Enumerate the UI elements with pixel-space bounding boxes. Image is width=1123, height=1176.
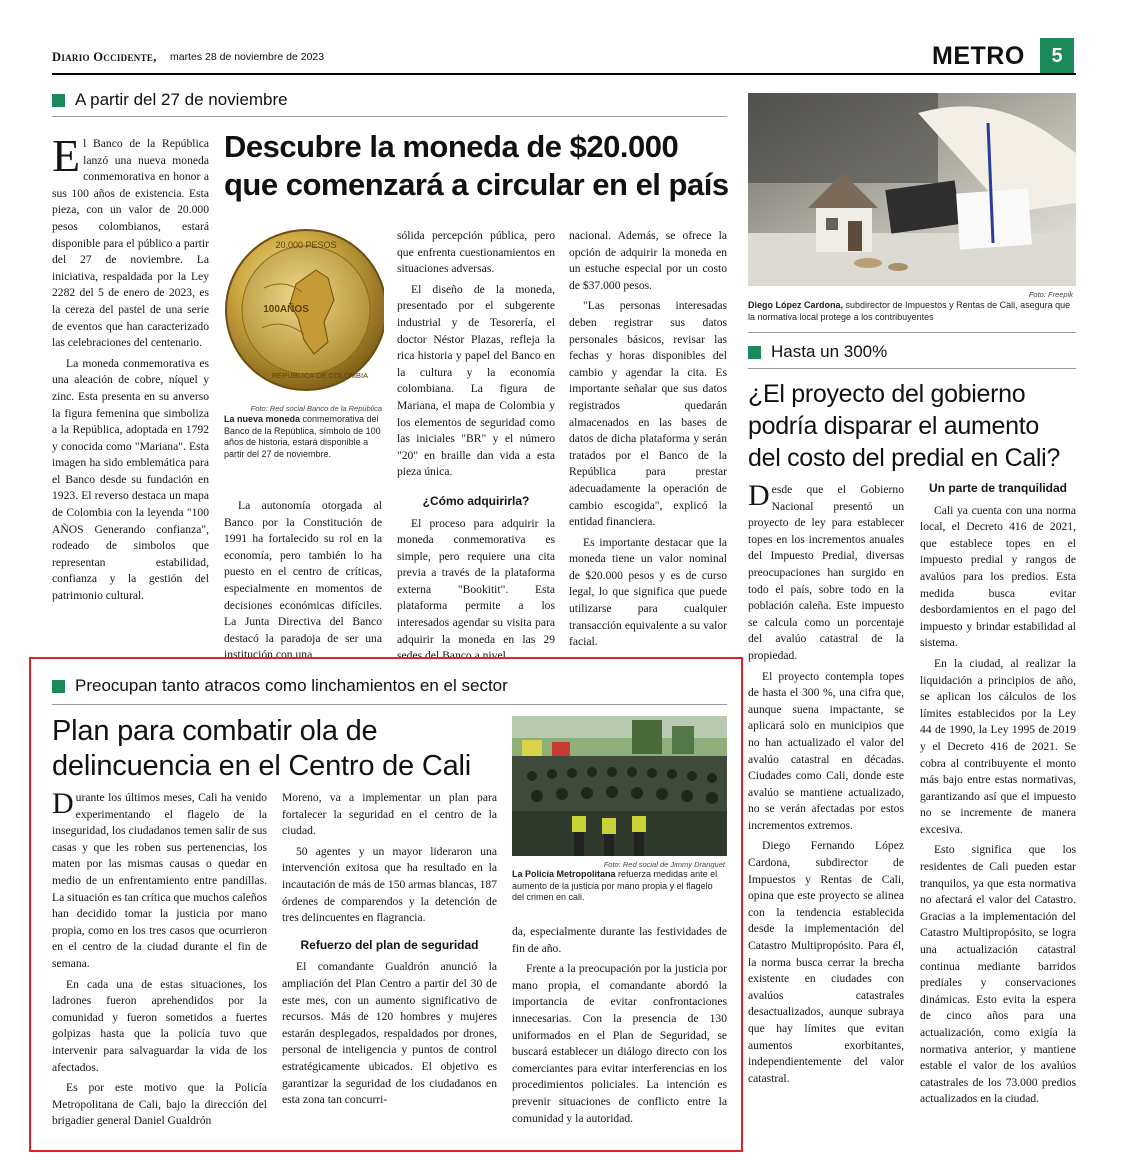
coin-col3-p2: El diseño de la moneda, presentado por el subgerente industrial y de Tesorería, el doctor Néstor Plazas, refleja la rica historia y papel del Banco en la cultura y la economía colombiana. La figura de Mariana, el mapa de Colombia y los elementos de seguridad como las iniciales "BR" y el número "20" en braille dan vida a esta pieza única. xyxy=(397,282,555,479)
coin-headline: Descubre la moneda de $20.000 que comenzará a circular en el país xyxy=(224,129,729,202)
predial-col2-p2: En la ciudad, al realizar la liquidación a principios de año, se aplican los cálculos de los límites establecidos por la Ley 44 de 1990, la Ley 1995 de 2019 y el Decreto 416 de 2021. Se cobra al contribuyente el monto más bajo entre estas normativas, garantizando así que el impuesto no se incremente de manera excesiva. xyxy=(920,656,1076,836)
security-caption-bold: La Policía Metropolitana xyxy=(512,869,616,879)
security-headline: Plan para combatir ola de delincuencia en el Centro de Cali xyxy=(52,715,471,782)
security-col1-p1: urante los últimos meses, Cali ha venido experimentando el flagelo de la inseguridad, los ciudadanos temen salir de sus casas y que les roben sus pertenencias, los maten por las mismas causas o quedar en medio de un enfrentamiento entre pandillas. La situación es tan crítica que muchos caleños han decidido tomar la justicia por mano propia, como en los tres casos que ocurrieron en el centro de la ciudad durante el fin de semana. xyxy=(52,791,267,970)
coin-col-2 xyxy=(224,498,382,666)
coin-text-top: 20.000 PESOS xyxy=(275,240,337,250)
coin-col-1 xyxy=(52,130,209,609)
page-number: 5 xyxy=(1040,38,1074,74)
predial-kicker-rule xyxy=(748,368,1076,369)
coin-kicker-rule xyxy=(52,116,727,117)
coin-kicker-text: A partir del 27 de noviembre xyxy=(75,90,288,109)
security-caption xyxy=(512,869,727,904)
predial-photo xyxy=(748,93,1076,286)
predial-col2-p3: Esto significa que los residentes de Cali pueden estar tranquilos, ya que esta normativa no afectará el valor del Catastro. Gracias a la implementación del Catastro Multipropósito, se logra una actualización catastral continua mediante barridos prediales y conservaciones dinámicas. Esto evita la espera de cinco años para una actualización, como exigía la normativa anterior, y mantiene estable el valor de los avalúos catastrales de los 73.000 predios actualizados en la ciudad. xyxy=(920,843,1076,1106)
predial-kicker xyxy=(748,342,887,362)
security-col2-p3: El comandante Gualdrón anunció la ampliación del Plan Centro a partir del 30 de este mes, con un aumento significativo de recursos. Más de 120 hombres y mujeres estarán desplegados, respaldados por drones, personal de inteligencia y puntos de control estratégicamente ubicados. El objetivo es garantizar la seguridad de los ciudadanos en esta zona tan concurri- xyxy=(282,960,497,1107)
coin-subhead: ¿Cómo adquirirla? xyxy=(422,493,530,508)
header-rule xyxy=(52,73,1076,75)
coin-col4-p1: nacional. Además, se ofrece la opción de adquirir la moneda en un estuche especial por un costo de $37.000 pesos. xyxy=(569,229,727,292)
security-dropcap: D xyxy=(52,790,74,820)
predial-col1-p3: Diego Fernando López Cardona, subdirector de Impuestos y Rentas de Cali, opina que este proyecto se alinea con la tendencia establecida desde la implementación del Catastro Multipropósito. Para él, la norma busca cerrar la brecha existente en ciudades con avalúos catastrales desactualizados, aunque subraya que hay límites que evitan aumentos exorbitantes, independientemente del valor catastral. xyxy=(748,839,904,1085)
coin-image xyxy=(224,218,384,403)
security-col-2 xyxy=(282,790,497,1136)
police-parade-image xyxy=(512,716,727,856)
security-col2-p1: Moreno, va a implementar un plan para fortalecer la seguridad en el centro de la ciudad. xyxy=(282,791,497,838)
predial-col1-p2: El proyecto contempla topes de hasta el 300 %, una cifra que, aunque suena impactante, se aplicará solo en municipios que no han actualizado el valor del avalúo catastral en décadas. Ciudades como Cali, donde este avalúo se mantiene actualizado, no se verán afectadas por estos incrementos extremos. xyxy=(748,669,904,832)
security-col1-p2: En cada una de estas situaciones, los ladrones fueron aprehendidos por la comunidad y fueron sometidos a fuertes golpizas hasta que la policía tuvo que intervenir para salvaguardar la vida de los afectados. xyxy=(52,977,267,1074)
predial-caption-bold: Diego López Cardona, xyxy=(748,300,844,310)
predial-subhead: Un parte de tranquilidad xyxy=(928,481,1067,495)
security-kicker xyxy=(52,676,508,696)
predial-dropcap: D xyxy=(748,482,770,512)
coin-caption-rest: conmemorativa del Banco de la República, símbolo de 100 años de historia, estará disponible a partir del 27 de noviembre. xyxy=(224,414,381,459)
predial-caption-rest: subdirector de Impuestos y Rentas de Cali, asegura que la normativa local protege a los contribuyentes xyxy=(748,300,1071,322)
coin-col4-p3: Es importante destacar que la moneda tiene un valor nominal de $20.000 pesos y es de curso legal, lo que significa que puede utilizarse para cualquier transacción equivalente a su valor facial. xyxy=(569,535,727,649)
predial-col1-p1: esde que el Gobierno Nacional presentó un proyecto de ley para establecer topes en los incrementos anuales del Impuesto Predial, diversas preocupaciones han surgido en todo el país, sobre todo en la población caleña. Este impuesto se calcula como un porcentaje del avalúo catastral de la propiedad. xyxy=(748,483,904,662)
house-calculator-image xyxy=(748,93,1076,286)
coin-text-bottom: REPUBLICA DE COLOMBIA xyxy=(271,371,369,380)
coin-col4-p2: "Las personas interesadas deben registrar sus datos personales básicos, revisar las fechas y horas disponibles del cambio y agendar la cita. Es importante señalar que sus datos registrados quedarán almacenados en las bases de datos de dicha plataforma y serán tratados por el Banco de la República para prestar adecuadamente la operación de cambio escogida", explicó la entidad financiera. xyxy=(569,299,727,529)
masthead-title: Diario Occidente, xyxy=(52,50,157,64)
kicker-square-icon xyxy=(52,680,65,693)
security-photo-credit: Foto: Red social de Jimmy Dranguet xyxy=(603,860,725,869)
section-title: METRO xyxy=(932,42,1025,70)
coin-col1-p1: l Banco de la República lanzó una nueva moneda conmemorativa en honor a sus 100 años de existencia. Esta pieza, con un valor de 20.000 pesos colombianos, estará disponible para el público a partir del 27 de noviembre. La iniciativa, respaldada por la Ley 2282 del 5 de enero de 2023, es la cereza del pastel de una serie de eventos que han caracterizado las celebraciones del centenario. xyxy=(52,137,209,350)
coin-col3-p3: El proceso para adquirir la moneda conmemorativa es simple, pero requiere una cita previa a través de la plataforma externa "Bookitit". Esta plataforma permite a los interesados agendar su visita para adquirir la moneda en las 29 sedes del Banco a nivel xyxy=(397,516,555,663)
security-col3-p1: da, especialmente durante las festividades de fin de año. xyxy=(512,925,727,955)
predial-col2-p1: Cali ya cuenta con una norma local, el Decreto 416 de 2021, que establece topes en el impuesto predial y rangos de avalúos para los predios. Esta medida busca evitar desbordamientos en el pago del impuesto y brindar estabilidad al sistema. xyxy=(920,503,1076,650)
security-subhead: Refuerzo del plan de seguridad xyxy=(300,937,479,952)
security-col-3 xyxy=(512,924,727,1136)
coin-dropcap: E xyxy=(52,130,81,181)
coin-col1-p2: La moneda conmemorativa es una aleación de cobre, níquel y zinc. Esta presenta en su anverso la figura femenina que simboliza a la República, adoptada en 1792 y conocida como "Mariana". Esta imagen ha sido emblemática para el Banco desde su fundación en 1923. El reverso destaca un mapa de Colombia con la leyenda "100 AÑOS Generando confianza", rodeado de simbolos que representan estabilidad, confianza y la gestión del patrimonio cultural. xyxy=(52,356,209,603)
predial-kicker-text: Hasta un 300% xyxy=(771,342,888,361)
security-kicker-text: Preocupan tanto atracos como linchamientos en el sector xyxy=(75,676,508,695)
coin-col3-p1: sólida percepción pública, pero que enfrenta cuestionamientos en situaciones adversas. xyxy=(397,229,555,276)
coin-col2-p1: La autonomía otorgada al Banco por la Constitución de 1991 ha fortalecido su rol en la economía, pero también lo ha puesto en el centro de críticas, especialmente en momentos de decisiones económicas difíciles. La Junta Directiva del Banco destacó la paradoja de ser una institución con una xyxy=(224,499,382,662)
coin-caption xyxy=(224,414,382,460)
security-kicker-rule xyxy=(52,704,727,705)
predial-headline: ¿El proyecto del gobierno podría disparar el aumento del costo del predial en Cali? xyxy=(748,380,1061,472)
masthead-date: martes 28 de noviembre de 2023 xyxy=(170,51,325,63)
security-photo xyxy=(512,716,727,856)
predial-top-rule xyxy=(748,332,1076,333)
predial-photo-credit: Foto: Freepik xyxy=(1028,290,1073,299)
predial-col-2 xyxy=(920,480,1076,1132)
security-caption-rest: refuerza medidas ante el aumento de la justicia por mano propia y el flagelo del crimen en cali. xyxy=(512,869,718,902)
masthead-bar xyxy=(52,42,1076,74)
coin-photo-credit: Foto: Red social Banco de la República xyxy=(250,404,382,413)
predial-caption xyxy=(748,300,1076,323)
security-col-1 xyxy=(52,790,267,1136)
coin-caption-bold: La nueva moneda xyxy=(224,414,301,424)
security-col1-p3: Es por este motivo que la Policía Metropolitana de Cali, bajo la dirección del brigadier general Daniel Gualdrón xyxy=(52,1081,267,1128)
coin-text-center: 100AÑOS xyxy=(263,304,309,315)
kicker-square-icon xyxy=(748,346,761,359)
predial-col-1 xyxy=(748,482,904,1114)
coin-photo xyxy=(224,218,384,403)
kicker-square-icon xyxy=(52,94,65,107)
security-col3-p2: Frente a la preocupación por la justicia por mano propia, el comandante abordó la importancia de evitar confrontaciones innecesarias. Con la presencia de 130 uniformados en el Plan de Seguridad, se buscará establecer un diálogo directo con los comerciantes para evitar interferencias en los procedimientos policiales. La intención es prevenir situaciones de conflicto entre la comunidad y la autoridad. xyxy=(512,962,727,1125)
coin-kicker xyxy=(52,90,288,110)
coin-col-4 xyxy=(569,228,727,666)
security-col2-p2: 50 agentes y un mayor lideraron una intervención exitosa que ha resultado en la incautación de más de 150 armas blancas, 187 órdenes de comparendos y la detención de tres delincuentes en flagrancia. xyxy=(282,844,497,925)
coin-col-3 xyxy=(397,228,555,666)
